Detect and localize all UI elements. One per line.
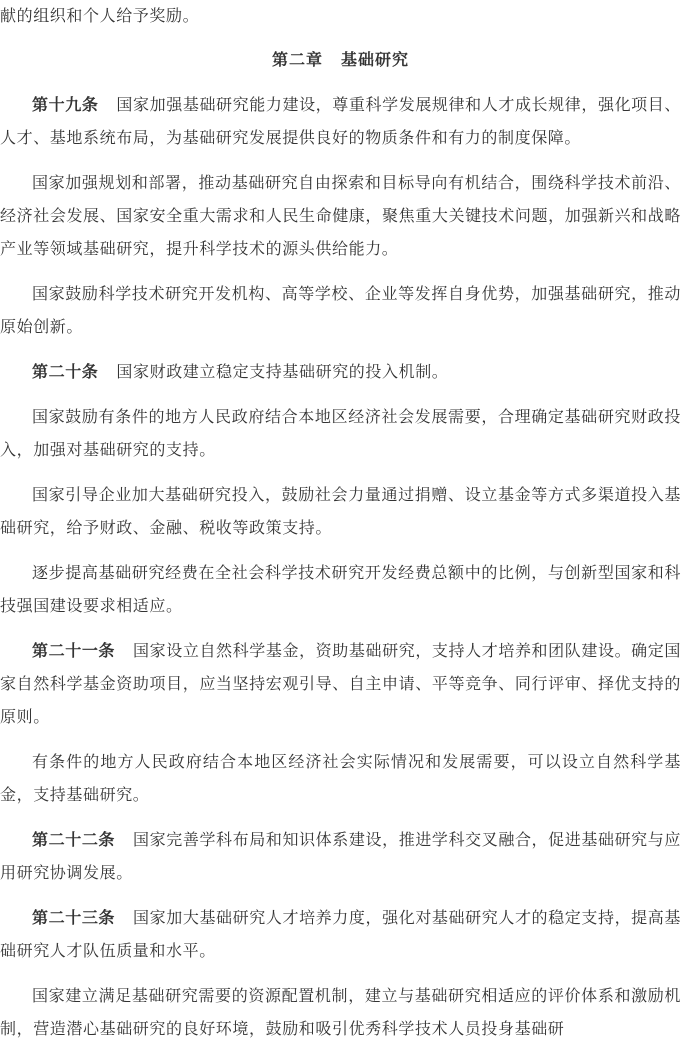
paragraph (0, 979, 681, 1045)
chapter-heading (0, 43, 681, 76)
article-number: 第二十三条 (32, 908, 116, 927)
paragraph-text: 国家加强规划和部署，推动基础研究自由探索和目标导向有机结合，围绕科学技术前沿、经济社会发展、国家安全重大需求和人民生命健康，聚焦重大关键技术问题，加强新兴和战略产业等领域基础研究，提升科学技术的源头供给能力。 (0, 173, 681, 258)
paragraph (0, 400, 681, 466)
article-text: 国家加强基础研究能力建设，尊重科学发展规律和人才成长规律，强化项目、人才、基地系统布局，为基础研究发展提供良好的物质条件和有力的制度保障。 (0, 95, 681, 147)
paragraph-text: 逐步提高基础研究经费在全社会科学技术研究开发经费总额中的比例，与创新型国家和科技强国建设要求相适应。 (0, 563, 681, 615)
chapter-number: 第二章 (271, 50, 323, 69)
article-23 (0, 901, 681, 967)
paragraph-text: 有条件的地方人民政府结合本地区经济社会实际情况和发展需要，可以设立自然科学基金，支持基础研究。 (0, 752, 681, 804)
article-20 (0, 355, 681, 388)
article-number: 第二十二条 (32, 830, 116, 849)
article-number: 第二十条 (32, 362, 99, 381)
paragraph-text: 国家鼓励有条件的地方人民政府结合本地区经济社会发展需要，合理确定基础研究财政投入，加强对基础研究的支持。 (0, 407, 681, 459)
paragraph (0, 277, 681, 343)
paragraph-text: 国家引导企业加大基础研究投入，鼓励社会力量通过捐赠、设立基金等方式多渠道投入基础研究，给予财政、金融、税收等政策支持。 (0, 485, 681, 537)
article-text: 国家设立自然科学基金，资助基础研究，支持人才培养和团队建设。确定国家自然科学基金资助项目，应当坚持宏观引导、自主申请、平等竞争、同行评审、择优支持的原则。 (0, 641, 681, 726)
paragraph (0, 478, 681, 544)
paragraph-continued (0, 0, 681, 32)
article-number: 第十九条 (32, 95, 99, 114)
article-text: 国家财政建立稳定支持基础研究的投入机制。 (116, 362, 449, 381)
article-number: 第二十一条 (32, 641, 116, 660)
article-22 (0, 823, 681, 889)
article-19 (0, 88, 681, 154)
paragraph (0, 745, 681, 811)
paragraph (0, 166, 681, 265)
article-21 (0, 634, 681, 733)
paragraph (0, 556, 681, 622)
paragraph-text: 国家建立满足基础研究需要的资源配置机制，建立与基础研究相适应的评价体系和激励机制，营造潜心基础研究的良好环境，鼓励和吸引优秀科学技术人员投身基础研 (0, 986, 681, 1038)
article-text: 国家加大基础研究人才培养力度，强化对基础研究人才的稳定支持，提高基础研究人才队伍质量和水平。 (0, 908, 681, 960)
article-text: 国家完善学科布局和知识体系建设，推进学科交叉融合，促进基础研究与应用研究协调发展。 (0, 830, 681, 882)
paragraph-text: 国家鼓励科学技术研究开发机构、高等学校、企业等发挥自身优势，加强基础研究，推动原始创新。 (0, 284, 681, 336)
chapter-title: 基础研究 (341, 50, 410, 69)
paragraph-text: 献的组织和个人给予奖励。 (0, 6, 200, 25)
